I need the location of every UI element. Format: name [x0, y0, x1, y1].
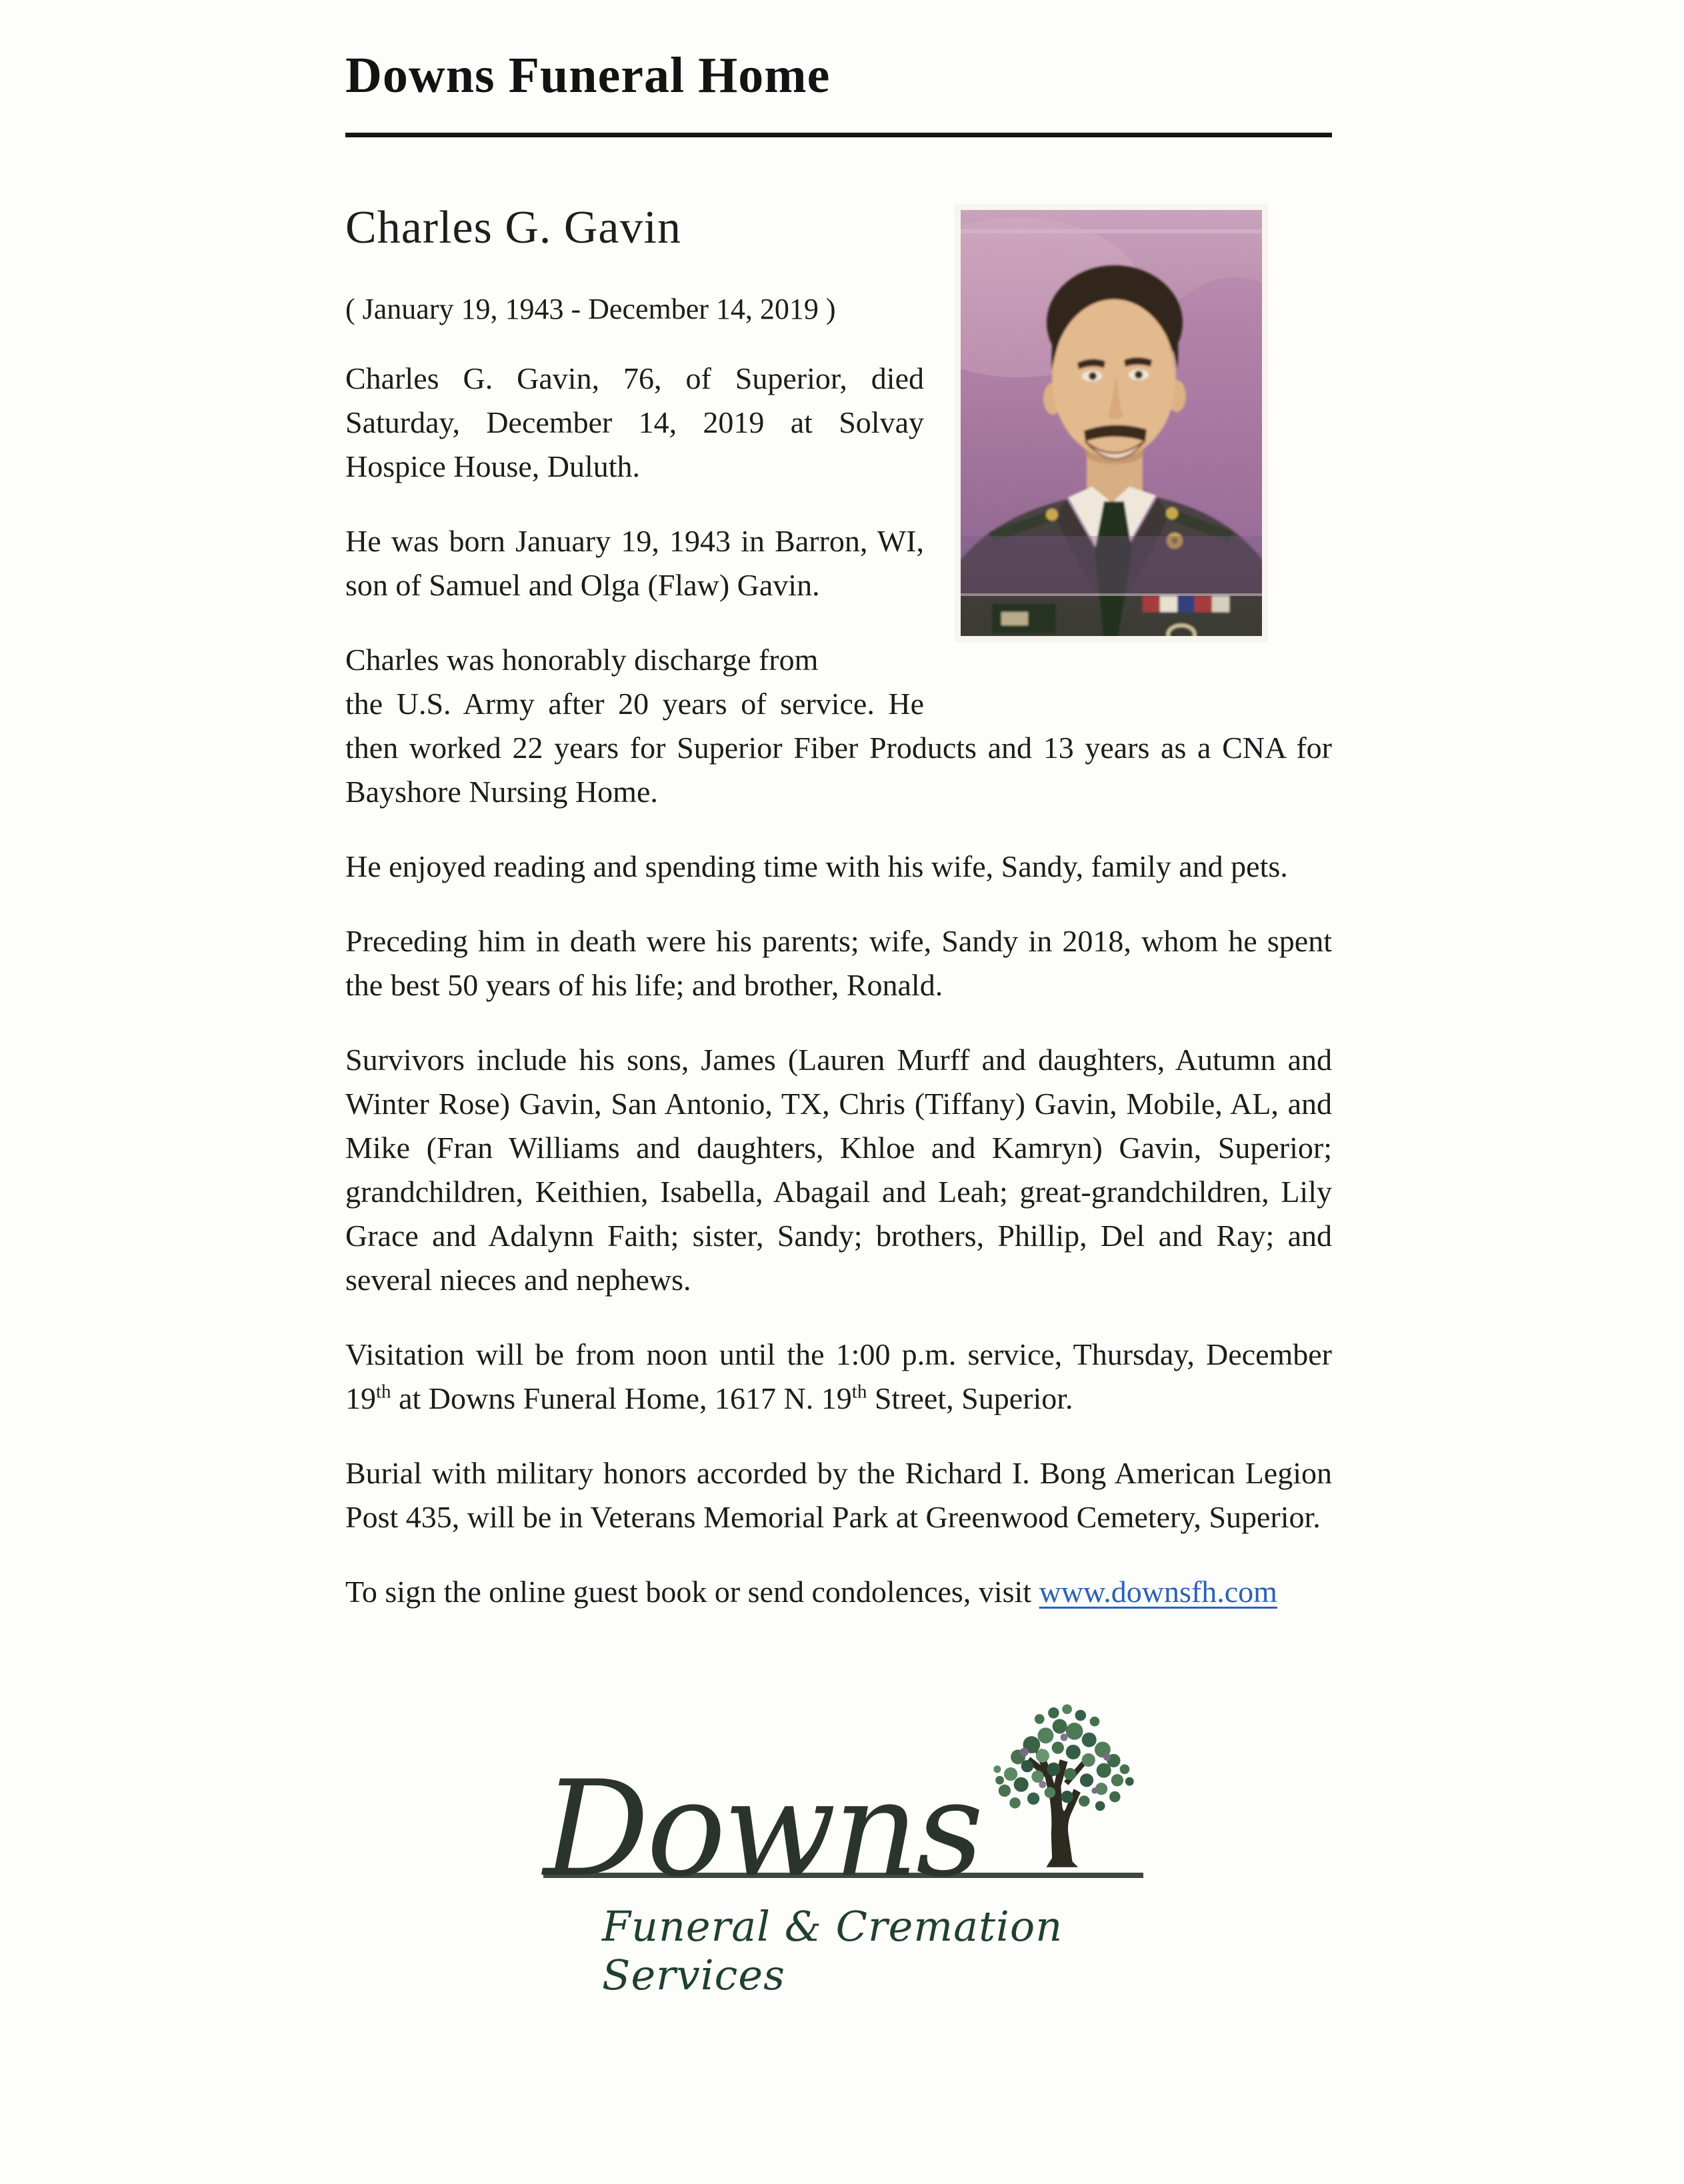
obituary-name: Charles G. Gavin: [345, 202, 681, 253]
portrait-photo-graphic: [955, 204, 1268, 642]
masthead-rule: [345, 133, 1332, 137]
obituary-paragraph-hobbies: He enjoyed reading and spending time with his wife, Sandy, family and pets.: [345, 849, 1288, 883]
obituary-dates: ( January 19, 1943 - December 14, 2019 ): [345, 293, 836, 325]
obituary-paragraph-preceded: Preceding him in death were his parents; wife, Sandy in 2018, whom he spent the best 50 years of his life; and brother, Ronald.: [345, 924, 1332, 1002]
portrait-photo: [955, 204, 1268, 642]
masthead-title: Downs Funeral Home: [345, 47, 831, 103]
logo-wordmark: Downs: [543, 1751, 981, 1906]
obituary-article: [345, 201, 1332, 1614]
obituary-paragraph-visitation: [345, 1333, 1332, 1421]
visitation-ordinal-2: th: [851, 1381, 867, 1403]
obituary-paragraph-army: [345, 638, 1332, 814]
logo-tagline: Funeral & Cremation Services: [602, 1902, 1063, 1999]
obituary-paragraph-survivors: Survivors include his sons, James (Lauren Murff and daughters, Autumn and Winter Rose) Gavin, San Antonio, TX, Chris (Tiffany) Gavin, Mobile, AL, and Mike (Fran Williams and daughters, Khloe and Kamryn) Gavin, Superior; grandchildren, Keithien, Isabella, Abagail and Leah; great-grandchildren, Lily Grace and Adalynn Faith; sister, Sandy; brothers, Phillip, Del and Ray; and several nieces and nephews.: [345, 1043, 1332, 1297]
obituary-paragraph-born: He was born January 19, 1943 in Barron, WI, son of Samuel and Olga (Flaw) Gavin.: [345, 524, 924, 602]
visitation-ordinal-1: th: [376, 1381, 391, 1403]
guestbook-text: To sign the online guest book or send condolences, visit: [345, 1575, 1032, 1609]
obituary-paragraph-guestbook: [345, 1570, 1332, 1614]
logo-row: [543, 1675, 1143, 1906]
army-first-line: Charles was honorably discharge from: [345, 643, 819, 677]
guestbook-link[interactable]: www.downsfh.com: [1039, 1575, 1277, 1609]
funeral-home-logo: [543, 1675, 1143, 1999]
tree-icon: [981, 1675, 1143, 1875]
army-continuation: the U.S. Army after 20 years of service. He then worked 22 years for Superior Fiber Products and 13 years as a CNA for Bayshore Nursing Home.: [345, 687, 1332, 809]
visitation-mid: at Downs Funeral Home, 1617 N. 19: [391, 1381, 852, 1415]
obituary-paragraph-intro: Charles G. Gavin, 76, of Superior, died Saturday, December 14, 2019 at Solvay Hospice House, Duluth.: [345, 361, 924, 483]
obituary-paragraph-burial: Burial with military honors accorded by the Richard I. Bong American Legion Post 435, will be in Veterans Memorial Park at Greenwood Cemetery, Superior.: [345, 1456, 1332, 1534]
visitation-tail: Street, Superior.: [867, 1381, 1073, 1415]
visitation-lead: Visitation will be from noon until the 1:00 p.m. service, Thursday, December 19: [345, 1337, 1332, 1415]
masthead: [345, 47, 1332, 137]
